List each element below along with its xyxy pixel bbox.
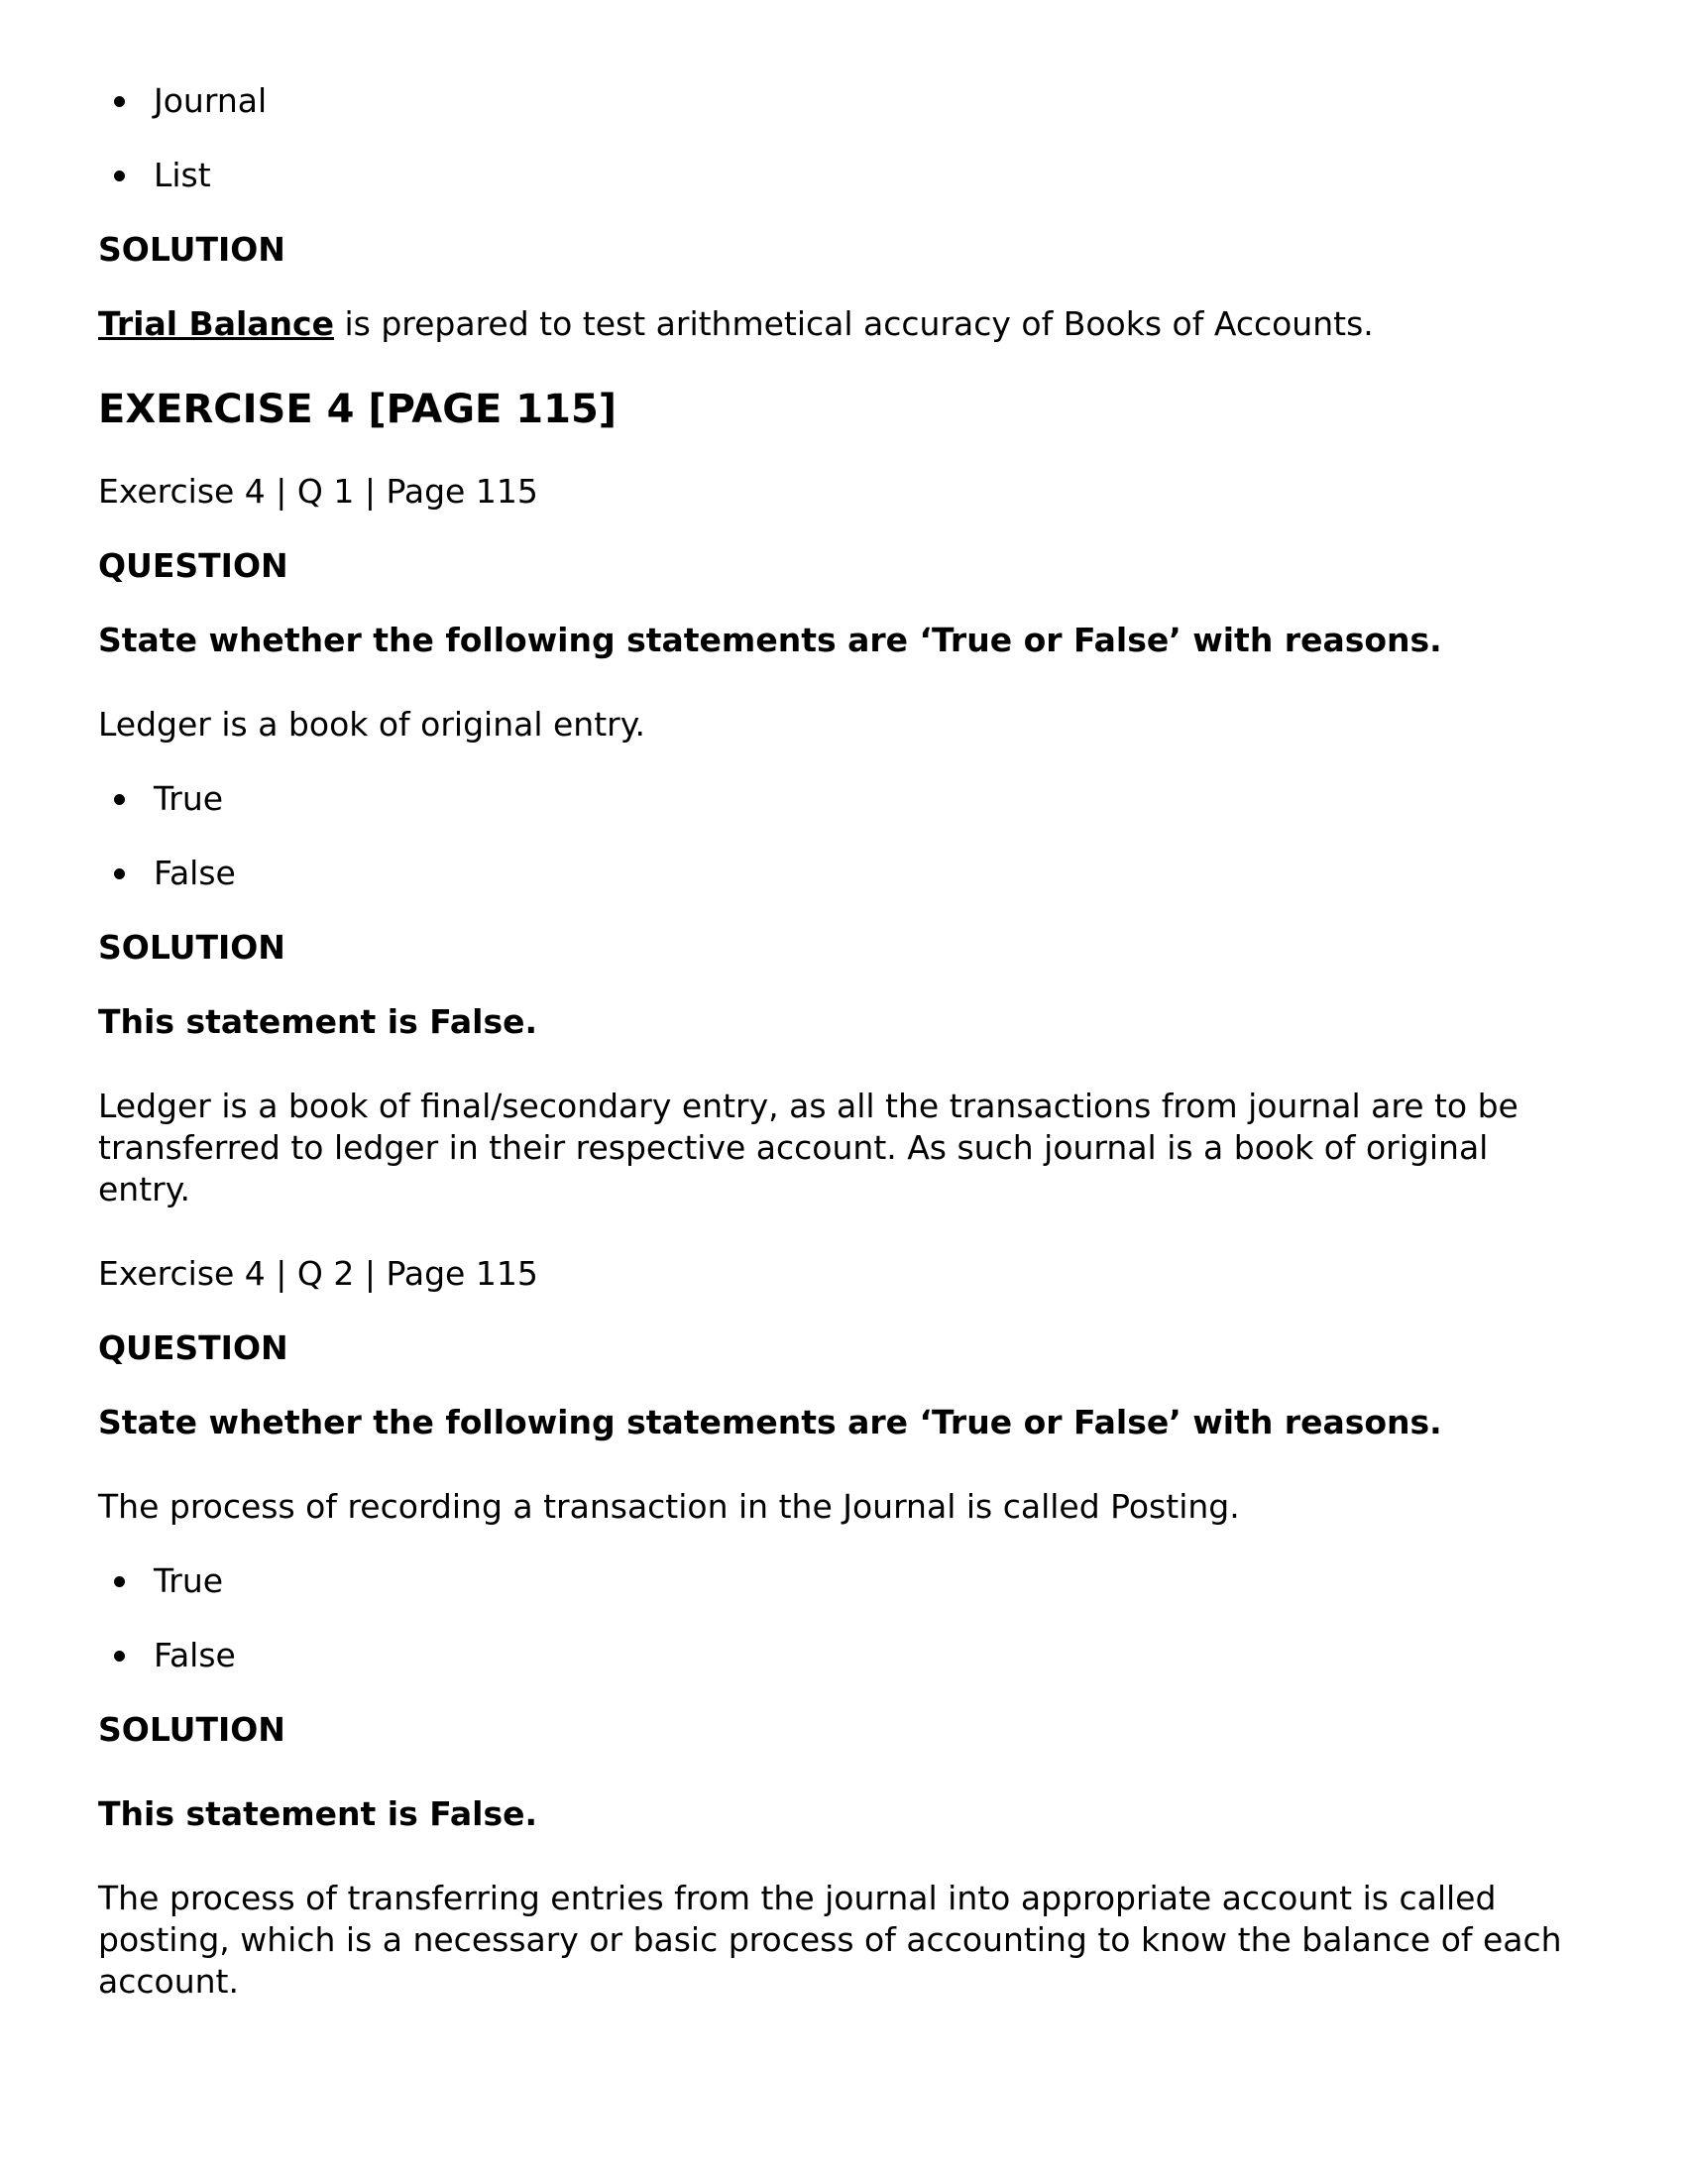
bullet-icon	[114, 794, 125, 805]
explanation-line: entry.	[98, 1170, 191, 1208]
list-item: False	[154, 1635, 236, 1676]
solution-label: SOLUTION	[98, 1710, 285, 1749]
question-instruction: State whether the following statements are ‘True or False’ with reasons.	[98, 1403, 1442, 1441]
question-statement: The process of recording a transaction in the Journal is called Posting.	[98, 1487, 1240, 1526]
question-label: QUESTION	[98, 1328, 288, 1367]
solution-answer: This statement is False.	[98, 1002, 538, 1041]
section-heading: EXERCISE 4 [PAGE 115]	[98, 387, 618, 432]
list-item: List	[154, 155, 211, 196]
explanation-line: posting, which is a necessary or basic process of accounting to know the balance of each	[98, 1920, 1562, 1959]
explanation-line: transferred to ledger in their respective account. As such journal is a book of original	[98, 1128, 1489, 1167]
list-item: False	[154, 853, 236, 894]
solution-label: SOLUTION	[98, 230, 285, 269]
solution-label: SOLUTION	[98, 928, 285, 967]
question-reference: Exercise 4 | Q 2 | Page 115	[98, 1254, 538, 1293]
explanation-line: The process of transferring entries from the journal into appropriate account is called	[98, 1879, 1497, 1917]
list-item: True	[154, 778, 223, 820]
question-instruction: State whether the following statements are ‘True or False’ with reasons.	[98, 621, 1442, 659]
explanation-line: Ledger is a book of final/secondary entry, as all the transactions from journal are to be	[98, 1087, 1519, 1125]
bullet-icon	[114, 96, 125, 107]
question-statement: Ledger is a book of original entry.	[98, 705, 646, 744]
bullet-icon	[114, 868, 125, 879]
question-label: QUESTION	[98, 546, 288, 585]
list-item: True	[154, 1560, 223, 1602]
solution-text: Trial Balance is prepared to test arithmetical accuracy of Books of Accounts.	[98, 304, 1374, 343]
question-reference: Exercise 4 | Q 1 | Page 115	[98, 472, 538, 511]
list-item: Journal	[154, 80, 267, 122]
bullet-icon	[114, 171, 125, 181]
explanation-line: account.	[98, 1962, 239, 2001]
key-term: Trial Balance	[98, 304, 334, 343]
bullet-icon	[114, 1576, 125, 1587]
bullet-icon	[114, 1651, 125, 1662]
solution-answer: This statement is False.	[98, 1794, 538, 1833]
